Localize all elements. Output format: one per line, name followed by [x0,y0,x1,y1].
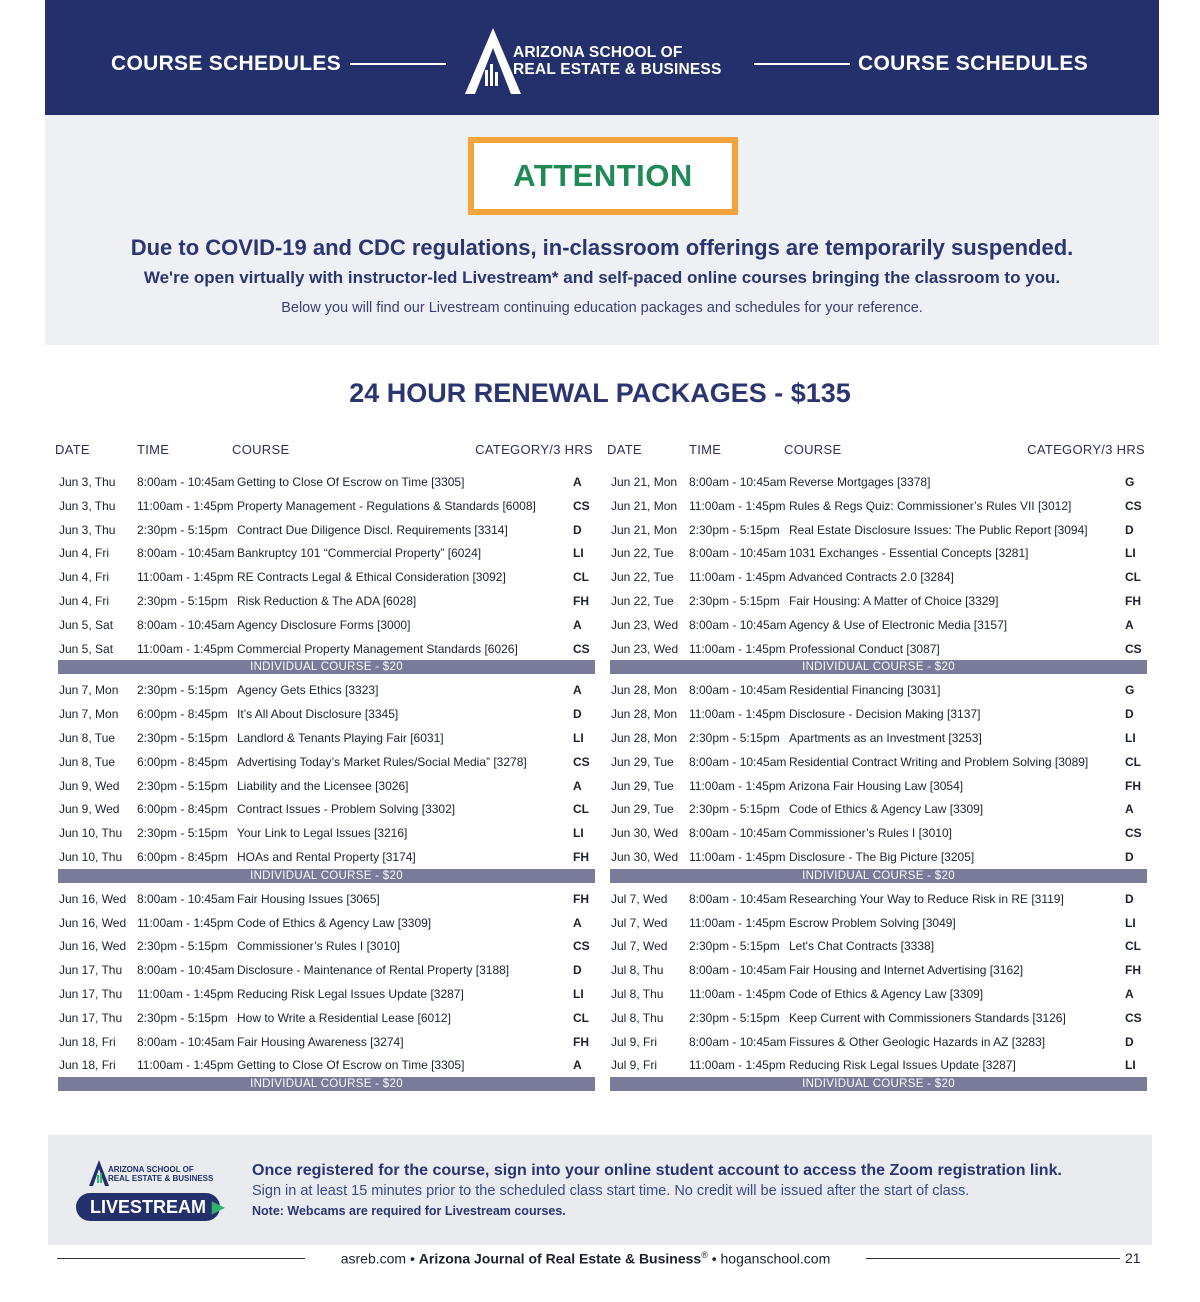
row-time: 2:30pm - 5:15pm [689,522,780,537]
table-row [607,637,1147,661]
row-category: A [573,617,582,632]
table-row [55,613,595,637]
individual-course-price-bar: INDIVIDUAL COURSE - $20 [58,1077,595,1091]
row-course: Risk Reduction & The ADA [6028] [237,593,417,608]
row-time: 2:30pm - 5:15pm [137,522,228,537]
row-course: Advanced Contracts 2.0 [3284] [789,570,954,585]
logo-line-2: REAL ESTATE & BUSINESS [513,61,722,78]
row-date: Jun 16, Wed [59,915,127,930]
row-time: 2:30pm - 5:15pm [137,593,228,608]
row-category: FH [573,891,589,906]
table-row [607,678,1147,702]
row-date: Jun 22, Tue [611,570,674,585]
row-category: CS [1125,1010,1142,1025]
row-category: LI [573,730,584,745]
row-category: D [1125,522,1134,537]
row-date: Jun 16, Wed [59,939,127,954]
row-time: 11:00am - 1:45pm [689,707,786,722]
row-date: Jun 21, Mon [611,498,678,513]
schedule-column-right [607,440,1147,1095]
row-time: 2:30pm - 5:15pm [689,1010,780,1025]
table-row [607,845,1147,869]
attention-band [45,115,1159,345]
table-row [607,494,1147,518]
row-time: 2:30pm - 5:15pm [137,730,228,745]
row-category: CS [1125,826,1142,841]
row-time: 11:00am - 1:45pm [137,986,234,1001]
row-time: 11:00am - 1:45pm [689,986,786,1001]
individual-course-price-bar: INDIVIDUAL COURSE - $20 [610,1077,1147,1091]
header-right-label: COURSE SCHEDULES [858,52,1088,75]
footer-site-left[interactable]: asreb.com [340,1250,407,1267]
row-course: Disclosure - Decision Making [3137] [789,707,981,722]
row-course: Property Management - Regulations & Standards [6008] [237,498,536,513]
row-course: 1031 Exchanges - Essential Concepts [3281] [789,546,1029,561]
row-category: LI [1125,730,1136,745]
row-time: 11:00am - 1:45pm [137,641,234,656]
row-course: Rules & Regs Quiz: Commissioner’s Rules VII [3012] [789,498,1072,513]
row-time: 11:00am - 1:45pm [137,498,234,513]
footer-rule-left [57,1258,305,1259]
table-row [607,702,1147,726]
row-category: CL [1125,570,1141,585]
row-category: LI [573,826,584,841]
row-date: Jun 28, Mon [611,683,678,698]
page-header [45,0,1159,115]
row-time: 6:00pm - 8:45pm [137,849,228,864]
row-time: 8:00am - 10:45am [689,826,787,841]
row-category: A [573,683,582,698]
row-course: Getting to Close Of Escrow on Time [3305] [237,1058,465,1073]
row-category: D [1125,891,1134,906]
table-row [55,726,595,750]
row-course: Agency Gets Ethics [3323] [237,683,379,698]
individual-course-price-bar: INDIVIDUAL COURSE - $20 [58,869,595,883]
row-course: Fissures & Other Geologic Hazards in AZ [3283] [789,1034,1046,1049]
school-logo-text [513,44,722,78]
row-course: Residential Financing [3031] [789,683,941,698]
row-time: 6:00pm - 8:45pm [137,802,228,817]
row-course: Residential Contract Writing and Problem Solving [3089] [789,754,1089,769]
row-date: Jun 29, Tue [611,802,674,817]
footer-publication: Arizona Journal of Real Estate & Business [418,1250,702,1267]
row-category: CL [573,570,589,585]
row-time: 2:30pm - 5:15pm [137,778,228,793]
footer-registered-mark: ® [701,1250,708,1260]
row-category: A [1125,802,1134,817]
table-row [607,774,1147,798]
attention-note: Below you will find our Livestream continuing education packages and schedules for your reference. [281,300,923,316]
row-category: CL [573,802,589,817]
section-title: 24 HOUR RENEWAL PACKAGES - $135 [349,378,851,408]
row-category: CS [573,641,590,656]
row-course: Your Link to Legal Issues [3216] [237,826,408,841]
row-date: Jun 17, Thu [59,1010,123,1025]
row-time: 8:00am - 10:45am [689,475,787,489]
row-date: Jun 8, Tue [59,754,116,769]
row-time: 6:00pm - 8:45pm [137,707,228,722]
row-date: Jun 23, Wed [611,617,679,632]
row-time: 6:00pm - 8:45pm [137,754,228,769]
row-category: CS [573,754,590,769]
row-date: Jun 4, Fri [59,546,110,561]
row-time: 11:00am - 1:45pm [689,778,786,793]
table-row [607,821,1147,845]
row-time: 2:30pm - 5:15pm [137,939,228,954]
row-time: 8:00am - 10:45am [137,546,235,561]
row-course: Commissioner’s Rules I [3010] [789,826,952,841]
row-date: Jun 23, Wed [611,641,679,656]
row-course: Apartments as an Investment [3253] [789,730,982,745]
row-course: Professional Conduct [3087] [789,641,940,656]
row-date: Jun 22, Tue [611,593,674,608]
row-course: Fair Housing Awareness [3274] [237,1034,404,1049]
logo-line-1: ARIZONA SCHOOL OF [513,44,683,61]
row-time: 11:00am - 1:45pm [689,1058,786,1073]
row-course: Disclosure - The Big Picture [3205] [789,849,975,864]
row-course: Contract Issues - Problem Solving [3302] [237,802,456,817]
table-row [607,726,1147,750]
page-number: 21 [1125,1250,1141,1266]
row-category: CL [573,1010,589,1025]
row-date: Jun 30, Wed [611,826,679,841]
row-date: Jul 8, Thu [611,1010,664,1025]
row-time: 8:00am - 10:45am [137,963,235,978]
livestream-badge [76,1193,225,1221]
row-date: Jun 29, Tue [611,754,674,769]
row-date: Jun 16, Wed [59,891,127,906]
row-time: 2:30pm - 5:15pm [137,1010,228,1025]
row-date: Jun 18, Fri [59,1034,116,1049]
livestream-logo-line-2: REAL ESTATE & BUSINESS [108,1174,214,1183]
row-course: Reducing Risk Legal Issues Update [3287] [237,986,464,1001]
individual-course-price-bar: INDIVIDUAL COURSE - $20 [610,660,1147,674]
row-time: 11:00am - 1:45pm [689,498,786,513]
schedule-rows [607,470,1147,1091]
row-category: FH [1125,963,1141,978]
row-category: D [573,707,582,722]
table-row [607,750,1147,774]
footer-site-right[interactable]: hoganschool.com [720,1250,831,1267]
row-time: 8:00am - 10:45am [137,617,235,632]
row-category: LI [573,546,584,561]
row-time: 8:00am - 10:45am [689,891,787,906]
table-row [607,1006,1147,1030]
play-icon: ▶ [212,1199,225,1216]
header-course: COURSE [232,442,290,457]
row-category: D [1125,1034,1134,1049]
row-course: Arizona Fair Housing Law [3054] [789,778,964,793]
livestream-badge-label: LIVESTREAM [90,1196,207,1217]
individual-course-price-bar: INDIVIDUAL COURSE - $20 [58,660,595,674]
row-time: 11:00am - 1:45pm [689,915,786,930]
livestream-signin-note: Sign in at least 15 minutes prior to the scheduled class start time. No credit will be issued after the start of class. [252,1183,970,1199]
row-date: Jun 22, Tue [611,546,674,561]
row-date: Jun 17, Thu [59,986,123,1001]
table-row [55,934,595,958]
row-course: RE Contracts Legal & Ethical Consideration [3092] [237,570,506,585]
row-course: Liability and the Licensee [3026] [237,778,409,793]
table-row [55,821,595,845]
row-time: 11:00am - 1:45pm [137,570,234,585]
row-time: 2:30pm - 5:15pm [689,939,780,954]
row-date: Jun 7, Mon [59,707,119,722]
row-category: A [573,1058,582,1073]
row-course: Let's Chat Contracts [3338] [789,939,935,954]
row-course: Commissioner’s Rules I [3010] [237,939,400,954]
livestream-band [48,1135,1152,1245]
footer-separator: • [711,1250,717,1267]
table-row [607,982,1147,1006]
table-row [55,982,595,1006]
table-row [55,637,595,661]
row-time: 8:00am - 10:45am [689,546,787,561]
row-date: Jun 3, Thu [59,475,116,489]
column-header [607,440,1147,462]
row-time: 8:00am - 10:45am [137,1034,235,1049]
row-date: Jul 7, Wed [611,915,668,930]
row-course: Landlord & Tenants Playing Fair [6031] [237,730,444,745]
row-category: A [573,475,582,489]
row-date: Jul 8, Thu [611,963,664,978]
table-row [607,887,1147,911]
row-category: A [573,778,582,793]
table-row [55,1030,595,1054]
row-time: 2:30pm - 5:15pm [689,593,780,608]
row-date: Jun 4, Fri [59,593,110,608]
table-row [55,774,595,798]
row-course: Escrow Problem Solving [3049] [789,915,956,930]
row-category: FH [1125,778,1141,793]
row-date: Jun 30, Wed [611,849,679,864]
row-category: FH [1125,593,1141,608]
livestream-logo-line-1: ARIZONA SCHOOL OF [108,1165,194,1174]
row-category: A [1125,617,1134,632]
row-date: Jul 8, Thu [611,986,664,1001]
table-row [55,589,595,613]
header-divider-left [350,63,446,65]
row-course: How to Write a Residential Lease [6012] [237,1010,451,1025]
row-course: HOAs and Rental Property [3174] [237,849,416,864]
row-category: A [1125,986,1134,1001]
row-time: 8:00am - 10:45am [689,963,787,978]
attention-box [468,137,738,215]
row-category: A [573,915,582,930]
table-row [55,797,595,821]
table-row [55,702,595,726]
attention-subheadline: We're open virtually with instructor-led Livestream* and self-paced online courses bringing the classroom to you. [143,268,1061,287]
footer-text [305,1250,866,1267]
row-course: Researching Your Way to Reduce Risk in RE [3119] [789,891,1064,906]
row-time: 11:00am - 1:45pm [137,1058,234,1073]
attention-title: ATTENTION [513,158,693,193]
row-course: Contract Due Diligence Discl. Requirements [3314] [237,522,508,537]
row-category: G [1125,475,1135,489]
table-row [55,958,595,982]
table-row [607,797,1147,821]
row-course: Getting to Close Of Escrow on Time [3305] [237,475,465,489]
table-row [55,750,595,774]
row-course: Code of Ethics & Agency Law [3309] [789,986,984,1001]
header-divider-right [754,63,850,65]
table-row [607,589,1147,613]
row-course: Commercial Property Management Standards [6026] [237,641,518,656]
row-time: 2:30pm - 5:15pm [137,826,228,841]
row-course: Code of Ethics & Agency Law [3309] [237,915,432,930]
table-row [607,470,1147,494]
row-course: Reducing Risk Legal Issues Update [3287] [789,1058,1016,1073]
row-time: 11:00am - 1:45pm [689,641,786,656]
row-time: 8:00am - 10:45am [689,617,787,632]
table-row [607,958,1147,982]
row-time: 11:00am - 1:45pm [689,849,786,864]
row-category: LI [1125,915,1136,930]
footer-rule-right [866,1258,1120,1259]
row-date: Jun 5, Sat [59,617,114,632]
row-course: Agency Disclosure Forms [3000] [237,617,411,632]
livestream-instruction: Once registered for the course, sign into your online student account to access the Zoom registration link. [252,1162,1062,1179]
table-row [607,1030,1147,1054]
row-date: Jun 9, Wed [59,778,120,793]
row-time: 2:30pm - 5:15pm [137,683,228,698]
row-category: CL [1125,754,1141,769]
row-course: Bankruptcy 101 “Commercial Property” [6024] [237,546,482,561]
table-row [607,613,1147,637]
row-time: 8:00am - 10:45am [689,1034,787,1049]
table-row [55,518,595,542]
header-time: TIME [137,442,170,457]
row-category: D [1125,849,1134,864]
table-row [55,678,595,702]
row-category: CS [573,498,590,513]
row-date: Jun 18, Fri [59,1058,116,1073]
row-course: It’s All About Disclosure [3345] [237,707,399,722]
row-category: D [1125,707,1134,722]
schedule-column-left [55,440,595,1095]
row-time: 2:30pm - 5:15pm [689,730,780,745]
livestream-logo-mark [88,1159,110,1187]
header-left-label: COURSE SCHEDULES [111,52,341,75]
table-row [55,1053,595,1077]
schedule-rows [55,470,595,1091]
row-date: Jun 8, Tue [59,730,116,745]
table-row [55,1006,595,1030]
header-time: TIME [689,442,722,457]
row-date: Jun 9, Wed [59,802,120,817]
row-date: Jun 10, Thu [59,826,123,841]
row-course: Reverse Mortgages [3378] [789,475,931,489]
table-row [607,541,1147,565]
header-category: CATEGORY/3 HRS [1027,442,1145,457]
row-course: Advertising Today’s Market Rules/Social Media” [3278] [237,754,527,769]
table-row [607,911,1147,935]
table-row [55,470,595,494]
row-time: 8:00am - 10:45am [137,475,235,489]
row-date: Jun 5, Sat [59,641,114,656]
table-row [55,541,595,565]
livestream-logo-text [108,1165,213,1183]
header-date: DATE [607,442,642,457]
header-course: COURSE [784,442,842,457]
row-category: D [573,522,582,537]
row-category: CS [573,939,590,954]
table-row [607,565,1147,589]
row-time: 8:00am - 10:45am [689,754,787,769]
livestream-webcam-note: Note: Webcams are required for Livestream courses. [252,1204,566,1218]
row-course: Agency & Use of Electronic Media [3157] [789,617,1008,632]
row-course: Fair Housing and Internet Advertising [3162] [789,963,1024,978]
row-date: Jun 3, Thu [59,522,116,537]
row-category: CL [1125,939,1141,954]
row-time: 11:00am - 1:45pm [689,570,786,585]
row-date: Jun 28, Mon [611,730,678,745]
footer-separator: • [409,1250,415,1267]
row-category: CS [1125,641,1142,656]
individual-course-price-bar: INDIVIDUAL COURSE - $20 [610,869,1147,883]
table-row [55,887,595,911]
row-date: Jun 29, Tue [611,778,674,793]
row-course: Fair Housing: A Matter of Choice [3329] [789,593,999,608]
row-category: CS [1125,498,1142,513]
row-course: Code of Ethics & Agency Law [3309] [789,802,984,817]
row-category: FH [573,593,589,608]
table-row [607,518,1147,542]
row-date: Jun 17, Thu [59,963,123,978]
column-header [55,440,595,462]
row-course: Fair Housing Issues [3065] [237,891,380,906]
row-category: FH [573,849,589,864]
row-course: Keep Current with Commissioners Standards [3126] [789,1010,1066,1025]
row-date: Jun 3, Thu [59,498,116,513]
row-category: G [1125,683,1135,698]
row-category: LI [573,986,584,1001]
row-date: Jun 21, Mon [611,522,678,537]
row-date: Jun 7, Mon [59,683,119,698]
row-category: D [573,963,582,978]
row-date: Jul 7, Wed [611,939,668,954]
row-category: FH [573,1034,589,1049]
header-category: CATEGORY/3 HRS [475,442,593,457]
row-date: Jun 28, Mon [611,707,678,722]
header-date: DATE [55,442,90,457]
row-category: LI [1125,546,1136,561]
row-date: Jun 10, Thu [59,849,123,864]
row-category: LI [1125,1058,1136,1073]
row-time: 2:30pm - 5:15pm [689,802,780,817]
row-date: Jul 9, Fri [611,1034,658,1049]
row-date: Jun 21, Mon [611,475,678,489]
table-row [607,1053,1147,1077]
row-date: Jun 4, Fri [59,570,110,585]
row-time: 8:00am - 10:45am [137,891,235,906]
row-date: Jul 9, Fri [611,1058,658,1073]
attention-headline: Due to COVID-19 and CDC regulations, in-classroom offerings are temporarily suspended. [130,235,1074,260]
row-date: Jul 7, Wed [611,891,668,906]
row-course: Real Estate Disclosure Issues: The Public Report [3094] [789,522,1088,537]
table-row [55,494,595,518]
row-time: 11:00am - 1:45pm [137,915,234,930]
row-time: 8:00am - 10:45am [689,683,787,698]
table-row [55,845,595,869]
row-course: Disclosure - Maintenance of Rental Property [3188] [237,963,510,978]
table-row [55,911,595,935]
table-row [607,934,1147,958]
table-row [55,565,595,589]
